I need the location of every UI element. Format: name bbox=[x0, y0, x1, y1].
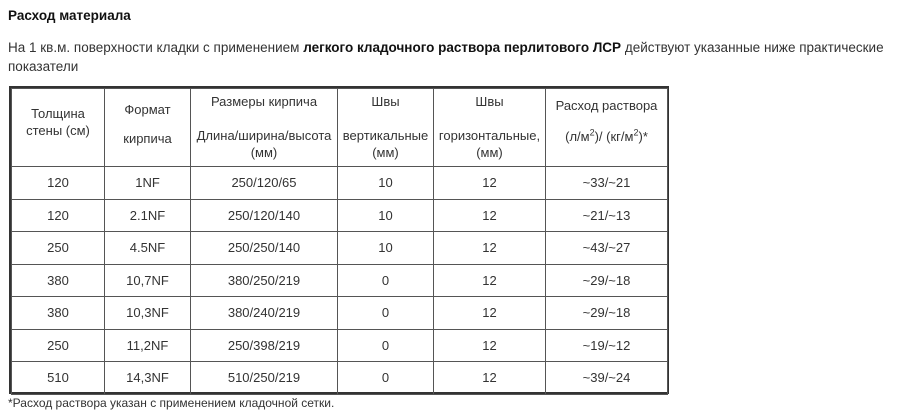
header-vertical-joints-line2: вертикальные bbox=[342, 128, 429, 143]
header-brick-dimensions-line3: (мм) bbox=[250, 145, 278, 160]
cell-brick-dimensions: 250/398/219 bbox=[191, 329, 338, 362]
cell-brick-format: 2.1NF bbox=[105, 199, 191, 232]
cell-horizontal-joint: 12 bbox=[434, 232, 546, 265]
header-wall-thickness-line2: стены (см) bbox=[26, 123, 90, 138]
cell-vertical-joint: 0 bbox=[338, 362, 434, 395]
table-row bbox=[12, 297, 668, 330]
cell-wall-thickness: 120 bbox=[12, 167, 105, 200]
cell-brick-format: 10,7NF bbox=[105, 264, 191, 297]
cell-brick-dimensions: 250/250/140 bbox=[191, 232, 338, 265]
intro-text-before: На 1 кв.м. поверхности кладки с применением bbox=[8, 40, 304, 55]
header-mortar-unit-sup-b: 2 bbox=[633, 127, 639, 138]
footnote: *Расход раствора указан с применением кладочной сетки. bbox=[8, 396, 335, 410]
cell-brick-dimensions: 250/120/140 bbox=[191, 199, 338, 232]
consumption-table bbox=[11, 88, 668, 395]
header-wall-thickness bbox=[12, 89, 105, 167]
cell-mortar-consumption: ~39/~24 bbox=[546, 362, 668, 395]
cell-mortar-consumption: ~21/~13 bbox=[546, 199, 668, 232]
cell-horizontal-joint: 12 bbox=[434, 362, 546, 395]
cell-brick-format: 10,3NF bbox=[105, 297, 191, 330]
cell-vertical-joint: 10 bbox=[338, 232, 434, 265]
header-mortar-unit-a: (л/м bbox=[565, 129, 590, 144]
header-mortar-unit-sup-a: 2 bbox=[589, 127, 595, 138]
cell-wall-thickness: 380 bbox=[12, 297, 105, 330]
page-title: Расход материала bbox=[8, 8, 131, 23]
intro-paragraph bbox=[8, 38, 903, 76]
cell-brick-format: 1NF bbox=[105, 167, 191, 200]
cell-vertical-joint: 10 bbox=[338, 167, 434, 200]
intro-text-bold: легкого кладочного раствора перлитового ЛСР bbox=[303, 40, 622, 55]
cell-wall-thickness: 250 bbox=[12, 232, 105, 265]
header-brick-dimensions-line1: Размеры кирпича bbox=[210, 94, 318, 109]
header-vertical-joints-line1: Швы bbox=[371, 94, 400, 109]
cell-brick-dimensions: 380/240/219 bbox=[191, 297, 338, 330]
header-mortar-unit-c: )* bbox=[638, 129, 648, 144]
cell-wall-thickness: 120 bbox=[12, 199, 105, 232]
cell-horizontal-joint: 12 bbox=[434, 199, 546, 232]
cell-brick-format: 14,3NF bbox=[105, 362, 191, 395]
cell-mortar-consumption: ~43/~27 bbox=[546, 232, 668, 265]
header-horizontal-joints-line1: Швы bbox=[475, 94, 504, 109]
header-brick-dimensions-line2: Длина/ширина/высота bbox=[196, 128, 332, 143]
header-mortar-consumption bbox=[546, 89, 668, 167]
cell-brick-dimensions: 380/250/219 bbox=[191, 264, 338, 297]
header-horizontal-joints-line3: (мм) bbox=[476, 145, 503, 160]
header-vertical-joints bbox=[338, 89, 434, 167]
table-row bbox=[12, 264, 668, 297]
header-horizontal-joints bbox=[434, 89, 546, 167]
table-row bbox=[12, 329, 668, 362]
cell-mortar-consumption: ~33/~21 bbox=[546, 167, 668, 200]
cell-vertical-joint: 0 bbox=[338, 329, 434, 362]
cell-brick-dimensions: 510/250/219 bbox=[191, 362, 338, 395]
header-horizontal-joints-line2: горизонтальные, bbox=[438, 128, 541, 143]
cell-brick-format: 4.5NF bbox=[105, 232, 191, 265]
cell-wall-thickness: 380 bbox=[12, 264, 105, 297]
table-row bbox=[12, 232, 668, 265]
intro-text-after: действуют указанные ниже практические показатели bbox=[8, 40, 884, 74]
cell-horizontal-joint: 12 bbox=[434, 297, 546, 330]
cell-horizontal-joint: 12 bbox=[434, 167, 546, 200]
cell-wall-thickness: 250 bbox=[12, 329, 105, 362]
header-vertical-joints-line3: (мм) bbox=[372, 145, 399, 160]
cell-brick-format: 11,2NF bbox=[105, 329, 191, 362]
cell-mortar-consumption: ~29/~18 bbox=[546, 297, 668, 330]
header-wall-thickness-line1: Толщина bbox=[31, 106, 85, 121]
consumption-table-frame bbox=[9, 86, 669, 394]
cell-mortar-consumption: ~29/~18 bbox=[546, 264, 668, 297]
header-brick-format-line1: Формат bbox=[124, 102, 171, 117]
header-brick-format bbox=[105, 89, 191, 167]
table-header-row bbox=[12, 89, 668, 167]
cell-horizontal-joint: 12 bbox=[434, 329, 546, 362]
cell-vertical-joint: 0 bbox=[338, 297, 434, 330]
cell-wall-thickness: 510 bbox=[12, 362, 105, 395]
table-row bbox=[12, 362, 668, 395]
table-row bbox=[12, 167, 668, 200]
cell-brick-dimensions: 250/120/65 bbox=[191, 167, 338, 200]
header-mortar-unit-b: )/ (кг/м bbox=[594, 129, 634, 144]
table-row bbox=[12, 199, 668, 232]
cell-vertical-joint: 10 bbox=[338, 199, 434, 232]
header-brick-dimensions bbox=[191, 89, 338, 167]
header-mortar-consumption-line1: Расход раствора bbox=[555, 98, 658, 113]
header-mortar-consumption-line2 bbox=[546, 128, 667, 145]
header-brick-format-line2: кирпича bbox=[123, 131, 172, 146]
cell-horizontal-joint: 12 bbox=[434, 264, 546, 297]
cell-vertical-joint: 0 bbox=[338, 264, 434, 297]
cell-mortar-consumption: ~19/~12 bbox=[546, 329, 668, 362]
